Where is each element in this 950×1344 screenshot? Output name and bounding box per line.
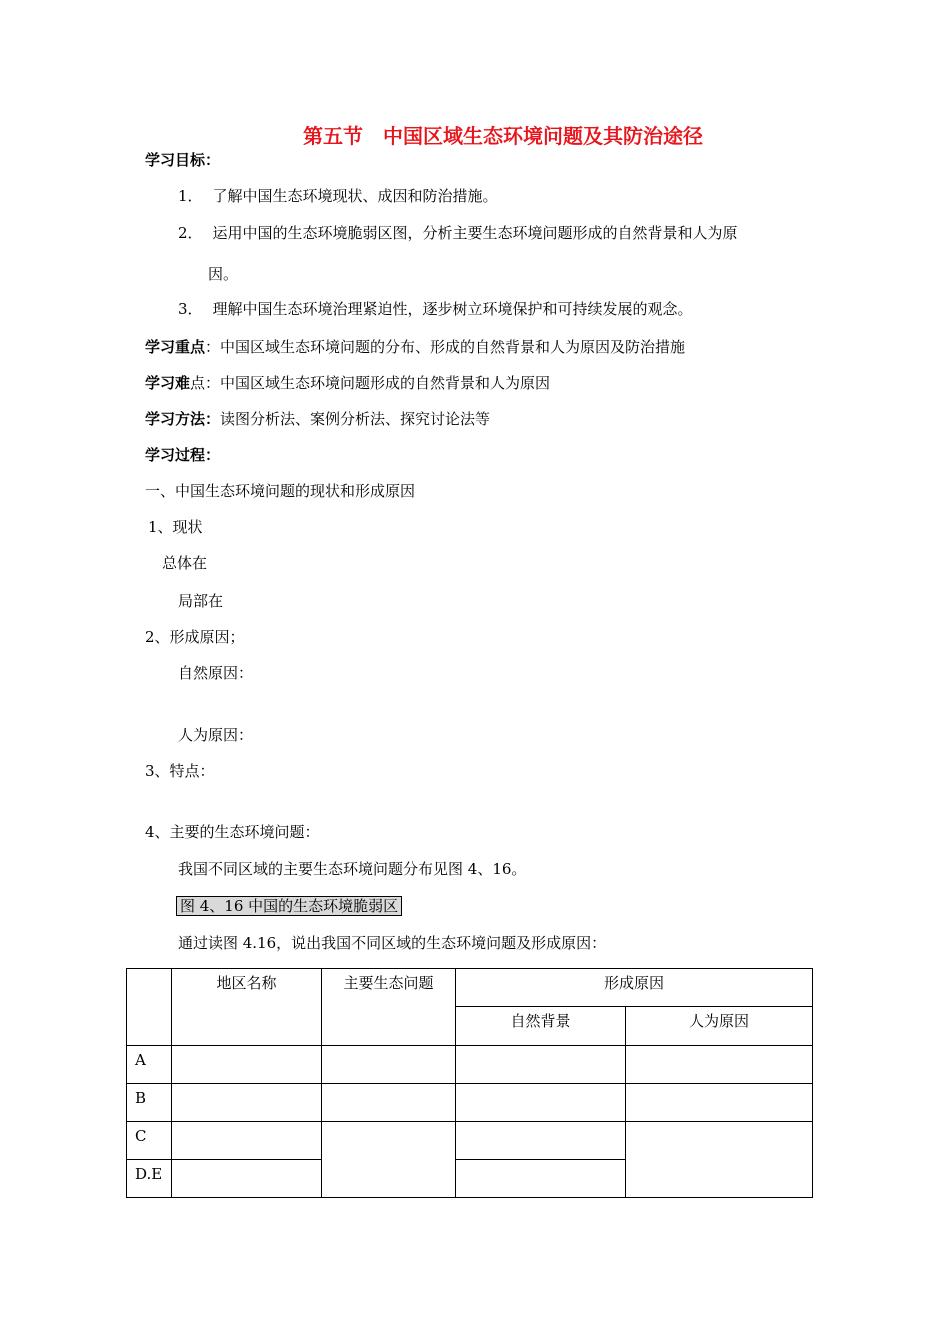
subsection-features: 3、特点：: [145, 762, 215, 780]
row-label: A: [127, 1046, 172, 1084]
answer-cell[interactable]: [456, 1046, 626, 1084]
objective-3-num: 3．: [178, 300, 203, 318]
subsection-status: 1、现状: [148, 518, 203, 536]
table-row: [127, 1046, 813, 1084]
objective-1: [178, 186, 498, 206]
answer-cell[interactable]: [172, 1160, 322, 1198]
answer-cell[interactable]: [456, 1084, 626, 1122]
process-label: 学习过程：: [145, 446, 221, 464]
task-text: 通过读图 4.16，说出我国不同区域的生态环境问题及形成原因：: [178, 934, 607, 952]
row-label: C: [127, 1122, 172, 1160]
answer-cell[interactable]: [322, 1084, 456, 1122]
human-causes-label: 人为原因：: [178, 726, 254, 744]
difficulty-text: ：中国区域生态环境问题形成的自然背景和人为原因: [205, 374, 551, 392]
figure-caption: 图 4、16 中国的生态环境脆弱区: [176, 896, 402, 916]
difficulty-line: [145, 373, 550, 393]
answer-cell[interactable]: [626, 1084, 813, 1122]
header-cause: 形成原因: [456, 969, 813, 1007]
row-label: D.E: [127, 1160, 172, 1198]
objective-3: [178, 299, 693, 319]
method-label: 学习方法：: [145, 410, 221, 428]
focus-text: ：中国区域生态环境问题的分布、形成的自然背景和人为原因及防治措施: [205, 338, 686, 356]
header-natural: 自然背景: [456, 1007, 626, 1046]
objective-2-num: 2．: [178, 224, 203, 242]
table-row: [127, 1122, 813, 1160]
objective-1-text: 了解中国生态环境现状、成因和防治措施。: [212, 187, 498, 205]
answer-cell[interactable]: [626, 1122, 813, 1198]
focus-label: 学习重点: [145, 338, 206, 356]
row-label: B: [127, 1084, 172, 1122]
objective-2-text: 运用中国的生态环境脆弱区图，分析主要生态环境问题形成的自然背景和人为原: [212, 224, 738, 242]
objective-2: [178, 223, 738, 243]
overall-label: 总体在: [162, 554, 208, 572]
distribution-text: 我国不同区域的主要生态环境问题分布见图 4、16。: [178, 860, 527, 878]
natural-causes-label: 自然原因：: [178, 664, 254, 682]
analysis-table: [126, 968, 813, 1198]
header-problem: 主要生态问题: [322, 969, 456, 1046]
header-region: 地区名称: [172, 969, 322, 1046]
section-heading: 一、中国生态环境问题的现状和形成原因: [145, 482, 416, 500]
table-row: [127, 1084, 813, 1122]
header-corner: [127, 969, 172, 1046]
focus-line: [145, 337, 685, 357]
objective-3-text: 理解中国生态环境治理紧迫性，逐步树立环境保护和可持续发展的观念。: [212, 300, 693, 318]
answer-cell[interactable]: [456, 1160, 626, 1198]
answer-cell[interactable]: [626, 1046, 813, 1084]
method-text: 读图分析法、案例分析法、探究讨论法等: [220, 410, 491, 428]
objective-2-continued: 因。: [208, 265, 239, 283]
answer-cell[interactable]: [456, 1122, 626, 1160]
answer-cell[interactable]: [172, 1122, 322, 1160]
difficulty-label: 学习难: [145, 374, 191, 392]
difficulty-label-tail: 点: [190, 374, 206, 392]
subsection-problems: 4、主要的生态环境问题：: [145, 823, 320, 841]
answer-cell[interactable]: [322, 1046, 456, 1084]
objective-1-num: 1．: [178, 187, 203, 205]
local-label: 局部在: [178, 592, 224, 610]
subsection-causes: 2、形成原因；: [145, 628, 245, 646]
page-title: 第五节 中国区域生态环境问题及其防治途径: [303, 124, 703, 148]
objectives-heading: 学习目标：: [145, 151, 221, 169]
method-line: [145, 409, 490, 429]
header-human: 人为原因: [626, 1007, 813, 1046]
answer-cell[interactable]: [172, 1046, 322, 1084]
answer-cell[interactable]: [172, 1084, 322, 1122]
answer-cell[interactable]: [322, 1122, 456, 1198]
